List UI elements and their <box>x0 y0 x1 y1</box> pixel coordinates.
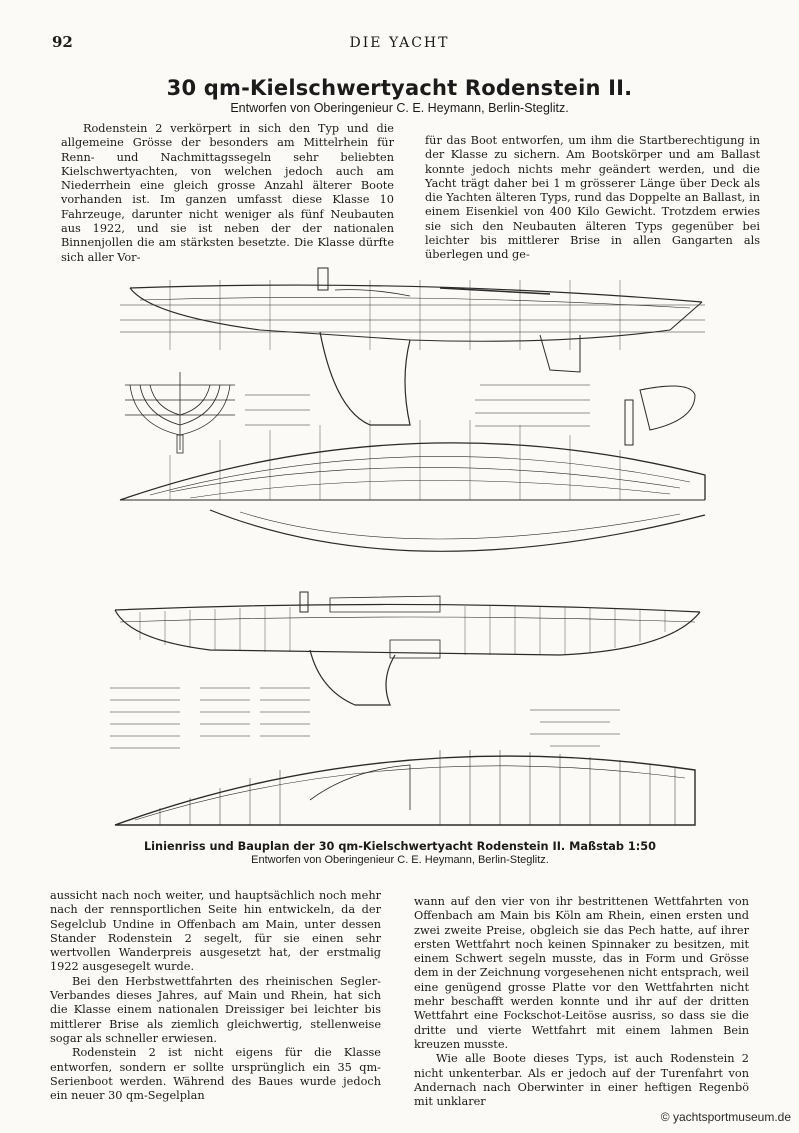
text-column-left-bottom <box>50 889 381 1103</box>
parts-legend <box>110 688 620 748</box>
paragraph: wann auf den vier von ihr bestrittenen Wettfahrten von Offenbach am Main bis Köln am Rhein, einen ersten und zwei zweite Preise, obgleich sie das Pech hatte, auf ihrer ersten Wettfahrt noch keinen Spinnaker zu besitzen, mit einem Schwert segeln musste, das in Form und Grösse dem in der Zeichnung vorgesehenen nicht entsprach, weil eine genügend grosse Platte vor den Wettfahrten nicht mehr beschafft werden konnte und ihr auf der dritten Wettfahrt eine Fockschot-Leitöse ausriss, so dass sie die dritte und vierte Wettfahrt mit einem lahmen Bein kreuzen musste. <box>414 895 749 1051</box>
page-number: 92 <box>52 33 73 51</box>
figure-caption-credit: Entworfen von Oberingenieur C. E. Heymann, Berlin-Steglitz. <box>251 854 549 866</box>
running-head: DIE YACHT <box>349 35 450 51</box>
figure-caption: Linienriss und Bauplan der 30 qm-Kielschwertyacht Rodenstein II. Maßstab 1:50 <box>143 840 657 853</box>
paragraph: Bei den Herbstwettfahrten des rheinischen Segler-Verbandes dieses Jahres, auf Main und Rhein, hat sich die Klasse einem nationalen Dreissiger bei leichter bis mittlerer Brise als ziemlich gleichwertig, stellenweise sogar als schneller erwiesen. <box>50 974 381 1045</box>
half-breadth-plan <box>120 420 705 551</box>
deck-plan <box>115 750 695 825</box>
body-plan <box>125 372 235 453</box>
text-column-right-bottom <box>414 895 749 1109</box>
watermark-credit: © yachtsportmuseum.de <box>660 1110 791 1124</box>
paragraph: für das Boot entworfen, um ihm die Startberechtigung in der Klasse zu sichern. Am Bootskörper und am Ballast konnte jedoch nichts mehr geändert werden, und die Yacht trägt daher bei 1 m grösserer Länge über Deck als die Yachten älteren Typs, rund das Doppelte an Ballast, in einem Eisenkiel von 400 Kilo Gewicht. Trotzdem erwies sie sich den Neubauten älteren Typs gegenüber bei leichter bis mittlerer Brise in allen Gangarten als überlegen und ge- <box>425 134 760 262</box>
article-subtitle: Entworfen von Oberingenieur C. E. Heymann, Berlin-Steglitz. <box>230 101 569 115</box>
article-title: 30 qm-Kielschwertyacht Rodenstein II. <box>166 76 633 100</box>
drawing-title-block-upper <box>245 385 590 426</box>
paragraph: Rodenstein 2 verkörpert in sich den Typ und die allgemeine Grösse der besonders am Mittelrhein für Renn- und Nachmittagssegeln sehr beliebten Kielschwertyachten, von welchen jedoch auch am Niederrhein eine gleich grosse Anzahl älterer Boote vorhanden ist. Im ganzen umfasst diese Klasse 10 Fahrzeuge, darunter nicht weniger als fünf Neubauten aus 1922, und sie ist neben der der nationalen Binnenjollen die am stärksten besetzte. Die Klasse dürfte sich aller Vor- <box>61 122 394 264</box>
text-column-right-top <box>425 134 760 263</box>
paragraph: Rodenstein 2 ist nicht eigens für die Klasse entworfen, sondern er sollte ursprünglich ein 35 qm-Serienboot werden. Während des Baues wurde jedoch ein neuer 30 qm-Segelplan <box>50 1046 381 1103</box>
stern-detail <box>625 386 695 445</box>
sheer-plan <box>120 268 705 425</box>
paragraph: aussicht nach noch weiter, und hauptsächlich noch mehr nach der rennsportlichen Seite hin entwickeln, da der Segelclub Undine in Offenbach am Main, unter dessen Stander Rodenstein 2 segelt, für sie einen sehr wertvollen Wanderpreis ausgesetzt hat, der erstmalig 1922 ausgesegelt wurde. <box>50 889 381 974</box>
paragraph: Wie alle Boote dieses Typs, ist auch Rodenstein 2 nicht unkenterbar. Als er jedoch auf der Turenfahrt von Andernach nach Oberwinter in einer heftigen Regenbö mit unklarer <box>414 1052 749 1109</box>
lines-plan-drawing <box>110 260 710 835</box>
text-column-left-top <box>61 122 394 265</box>
